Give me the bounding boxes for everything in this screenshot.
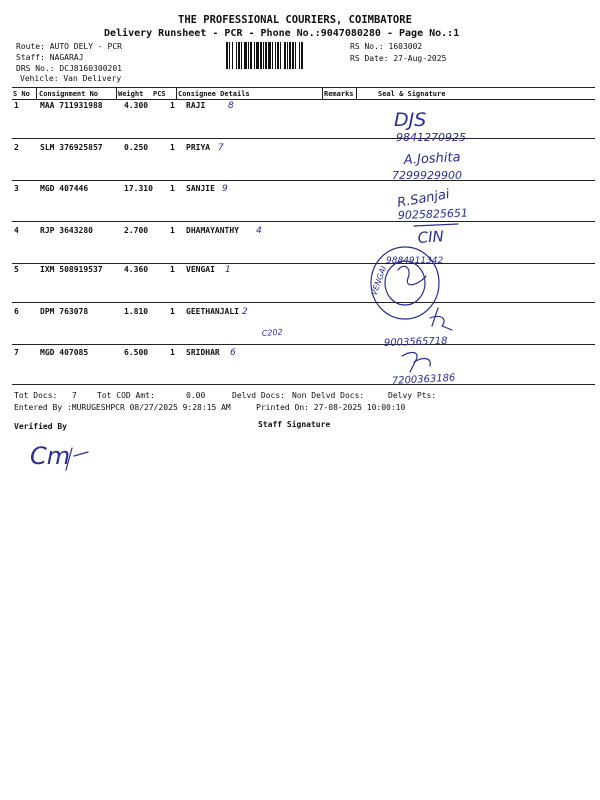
drs-label: DRS No.: DCJ8160300201 <box>16 64 122 73</box>
handwritten-mark: 9 <box>222 184 228 194</box>
col-seal-signature: Seal & Signature <box>378 90 446 98</box>
row-consignment: MGD 407446 <box>40 184 89 193</box>
phone-row-7: 7200363186 <box>391 372 456 387</box>
entered-by: Entered By :MURUGESHPCR 08/27/2025 9:28:15 AM <box>14 403 231 412</box>
non-delvd-docs-label: Non Delvd Docs: <box>292 391 365 400</box>
signature-row-4: CIN <box>417 227 445 247</box>
row-weight: 6.500 <box>124 348 149 357</box>
verified-by-label: Verified By <box>14 422 67 431</box>
signature-stroke <box>414 224 458 226</box>
row-consignee: SANJIE <box>186 184 215 193</box>
row-weight: 2.700 <box>124 226 149 235</box>
row-pcs: 1 <box>170 101 175 110</box>
phone-row-1: 9841270925 <box>396 131 466 144</box>
route-label: Route: AUTO DELY - PCR <box>16 42 122 51</box>
delvd-docs-label: Delvd Docs: <box>232 391 285 400</box>
handwritten-mark: 1 <box>225 265 231 275</box>
row-consignee: VENGAI <box>186 265 215 274</box>
row-consignment: MAA 711931988 <box>40 101 103 110</box>
rs-date: RS Date: 27-Aug-2025 <box>350 54 447 63</box>
col-weight: Weight <box>118 90 144 98</box>
col-pcs: PCS <box>153 90 166 98</box>
row-sno: 2 <box>14 143 19 152</box>
row-pcs: 1 <box>170 184 175 193</box>
row-consignment: RJP 3643280 <box>40 226 93 235</box>
row-weight: 1.810 <box>124 307 149 316</box>
row-consignment: SLM 376925857 <box>40 143 103 152</box>
runsheet-subtitle: Delivery Runsheet - PCR - Phone No.:9047080280 - Page No.:1 <box>104 28 460 39</box>
row-sno: 6 <box>14 307 19 316</box>
staff-label: Staff: NAGARAJ <box>16 53 84 62</box>
phone-row-4: 9884911342 <box>386 256 444 266</box>
signature-row-6 <box>430 308 452 330</box>
row-pcs: 1 <box>170 226 175 235</box>
company-title: THE PROFESSIONAL COURIERS, COIMBATORE <box>178 14 412 26</box>
staff-signature-label: Staff Signature <box>258 420 331 429</box>
row-sno: 7 <box>14 348 19 357</box>
verifier-signature: Cm <box>30 442 71 470</box>
row-sno: 1 <box>14 101 19 110</box>
row-weight: 4.300 <box>124 101 149 110</box>
signature-row-2: A.Joshita <box>403 150 461 168</box>
row-weight: 0.250 <box>124 143 149 152</box>
row-sno: 4 <box>14 226 19 235</box>
row-sno: 5 <box>14 265 19 274</box>
row-pcs: 1 <box>170 348 175 357</box>
row-weight: 17.310 <box>124 184 153 193</box>
delvy-pts-label: Delvy Pts: <box>388 391 437 400</box>
signature-row-3: R.Sanjai <box>396 186 451 211</box>
seal-stamp-text: VENGAI <box>369 264 389 297</box>
phone-row-6: 9003565718 <box>383 335 448 349</box>
col-remarks: Remarks <box>324 90 354 98</box>
row-consignee: PRIYA <box>186 143 211 152</box>
vehicle-label: Vehicle: Van Delivery <box>20 74 122 83</box>
cod-amt-value: 0.00 <box>186 391 206 400</box>
seal-stamp-inner <box>385 261 425 305</box>
row-weight: 4.360 <box>124 265 149 274</box>
row-pcs: 1 <box>170 265 175 274</box>
signature-row-7 <box>402 353 430 372</box>
handwritten-mark: 2 <box>242 307 248 317</box>
handwritten-mark: 8 <box>228 101 234 111</box>
printed-on: Printed On: 27-08-2025 10:00:10 <box>256 403 406 412</box>
row-consignment: DPM 763078 <box>40 307 89 316</box>
cod-amt-label: Tot COD Amt: <box>97 391 155 400</box>
col-sno: S No <box>13 90 30 98</box>
signature-row-5 <box>398 266 426 284</box>
handwritten-mark: 6 <box>230 348 236 358</box>
rs-number: RS No.: 1603002 <box>350 42 423 51</box>
col-consignment: Consignment No <box>39 90 99 98</box>
tot-docs-value: 7 <box>72 391 77 400</box>
handwritten-mark: 4 <box>256 226 262 236</box>
row-consignee: GEETHANJALI <box>186 307 239 316</box>
row-consignee: SRIDHAR <box>186 348 220 357</box>
row-consignee: DHAMAYANTHY <box>186 226 239 235</box>
phone-row-3: 9025825651 <box>397 206 469 222</box>
phone-row-2: 7299929900 <box>392 169 462 182</box>
row-pcs: 1 <box>170 307 175 316</box>
row-sno: 3 <box>14 184 19 193</box>
tot-docs-label: Tot Docs: <box>14 391 58 400</box>
row-consignee: RAJI <box>186 101 206 110</box>
row-pcs: 1 <box>170 143 175 152</box>
col-consignee: Consignee Details <box>178 90 250 98</box>
row-consignment: IXM 508919537 <box>40 265 103 274</box>
row-consignment: MGD 407085 <box>40 348 89 357</box>
handwritten-mark: 7 <box>218 143 224 153</box>
signature-row-1: DJS <box>394 109 427 131</box>
handwritten-note-row-6: C202 <box>261 327 283 338</box>
